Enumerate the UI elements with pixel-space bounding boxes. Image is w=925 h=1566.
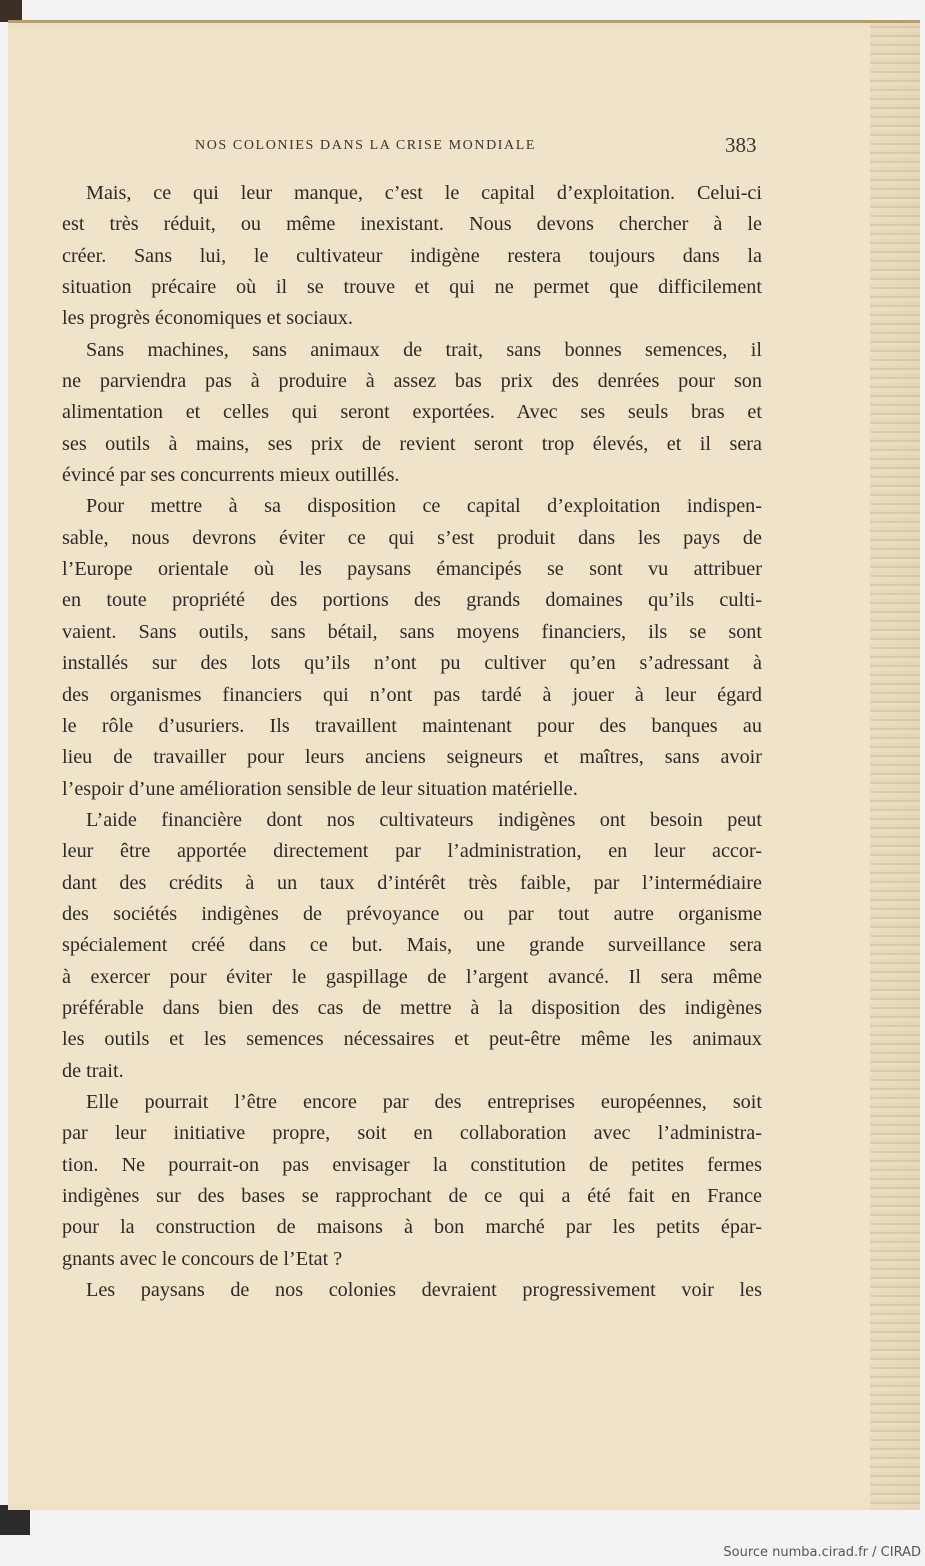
- text-line: est très réduit, ou même inexistant. Nous devons chercher à le: [62, 213, 762, 236]
- text-line: alimentation et celles qui seront exportées. Avec ses seuls bras et: [62, 401, 762, 424]
- paragraph: [62, 335, 762, 492]
- text-line: le rôle d’usuriers. Ils travaillent maintenant pour des banques au: [62, 714, 762, 737]
- text-line: dant des crédits à un taux d’intérêt très faible, par l’intermédiaire: [62, 871, 762, 894]
- text-line: évincé par ses concurrents mieux outillés.: [62, 464, 400, 487]
- text-line: indigènes sur des bases se rapprochant de ce qui a été fait en France: [62, 1185, 762, 1207]
- text-line: les progrès économiques et sociaux.: [62, 307, 353, 330]
- text-line: sable, nous devrons éviter ce qui s’est produit dans les pays de: [62, 526, 762, 549]
- source-credit: Source numba.cirad.fr / CIRAD: [723, 1545, 921, 1560]
- text-line: à exercer pour éviter le gaspillage de l’argent avancé. Il sera même: [62, 965, 762, 988]
- text-line: ses outils à mains, ses prix de revient seront trop élevés, et il sera: [62, 432, 762, 455]
- paragraph: [62, 1087, 762, 1275]
- text-line: tion. Ne pourrait-on pas envisager la constitution de petites fermes: [62, 1153, 762, 1176]
- text-line: leur être apportée directement par l’administration, en leur accor-: [62, 840, 762, 863]
- text-line: préférable dans bien des cas de mettre à la disposition des indigènes: [62, 996, 762, 1019]
- text-line: l’Europe orientale où les paysans émancipés se sont vu attribuer: [62, 558, 762, 581]
- text-line: par leur initiative propre, soit en collaboration avec l’administra-: [62, 1122, 762, 1145]
- text-line: les outils et les semences nécessaires et peut-être même les animaux: [62, 1028, 762, 1051]
- text-line: vaient. Sans outils, sans bétail, sans moyens financiers, ils se sont: [62, 620, 762, 643]
- text-line: des sociétés indigènes de prévoyance ou par tout autre organisme: [62, 902, 762, 925]
- text-line: Mais, ce qui leur manque, c’est le capital d’exploitation. Celui-ci: [86, 182, 762, 204]
- text-line: situation précaire où il se trouve et qui ne permet que difficilement: [62, 276, 762, 299]
- running-title: NOS COLONIES DANS LA CRISE MONDIALE: [195, 138, 537, 153]
- text-line: créer. Sans lui, le cultivateur indigène restera toujours dans la: [62, 244, 762, 267]
- text-line: ne parviendra pas à produire à assez bas prix des denrées pour son: [62, 370, 762, 393]
- paragraph: [62, 805, 762, 1087]
- paragraph: [62, 1275, 762, 1306]
- paragraph: [62, 178, 762, 335]
- text-line: Pour mettre à sa disposition ce capital d’exploitation indispen-: [86, 495, 762, 518]
- text-line: installés sur des lots qu’ils n’ont pu cultiver qu’en s’adressant à: [62, 652, 762, 675]
- page-number: 383: [725, 133, 757, 157]
- text-line: pour la construction de maisons à bon marché par les petits épar-: [62, 1216, 762, 1239]
- text-line: spécialement créé dans ce but. Mais, une grande surveillance sera: [62, 934, 762, 957]
- text-line: gnants avec le concours de l’Etat ?: [62, 1247, 343, 1270]
- text-line: lieu de travailler pour leurs anciens seigneurs et maîtres, sans avoir: [62, 746, 762, 769]
- text-line: Sans machines, sans animaux de trait, sans bonnes semences, il: [86, 338, 762, 361]
- text-line: en toute propriété des portions des grands domaines qu’ils culti-: [62, 589, 762, 612]
- page-edge: [870, 23, 920, 1510]
- text-line: des organismes financiers qui n’ont pas tardé à jouer à leur égard: [62, 683, 762, 706]
- text-line: de trait.: [62, 1059, 124, 1082]
- scan-corner: [0, 0, 22, 22]
- paragraph: [62, 491, 762, 804]
- text-line: Les paysans de nos colonies devraient progressivement voir les: [86, 1279, 762, 1302]
- body-text: [62, 178, 762, 1306]
- text-line: l’espoir d’une amélioration sensible de leur situation matérielle.: [62, 777, 578, 800]
- text-line: Elle pourrait l’être encore par des entreprises européennes, soit: [86, 1090, 762, 1113]
- text-line: L’aide financière dont nos cultivateurs indigènes ont besoin peut: [86, 808, 762, 831]
